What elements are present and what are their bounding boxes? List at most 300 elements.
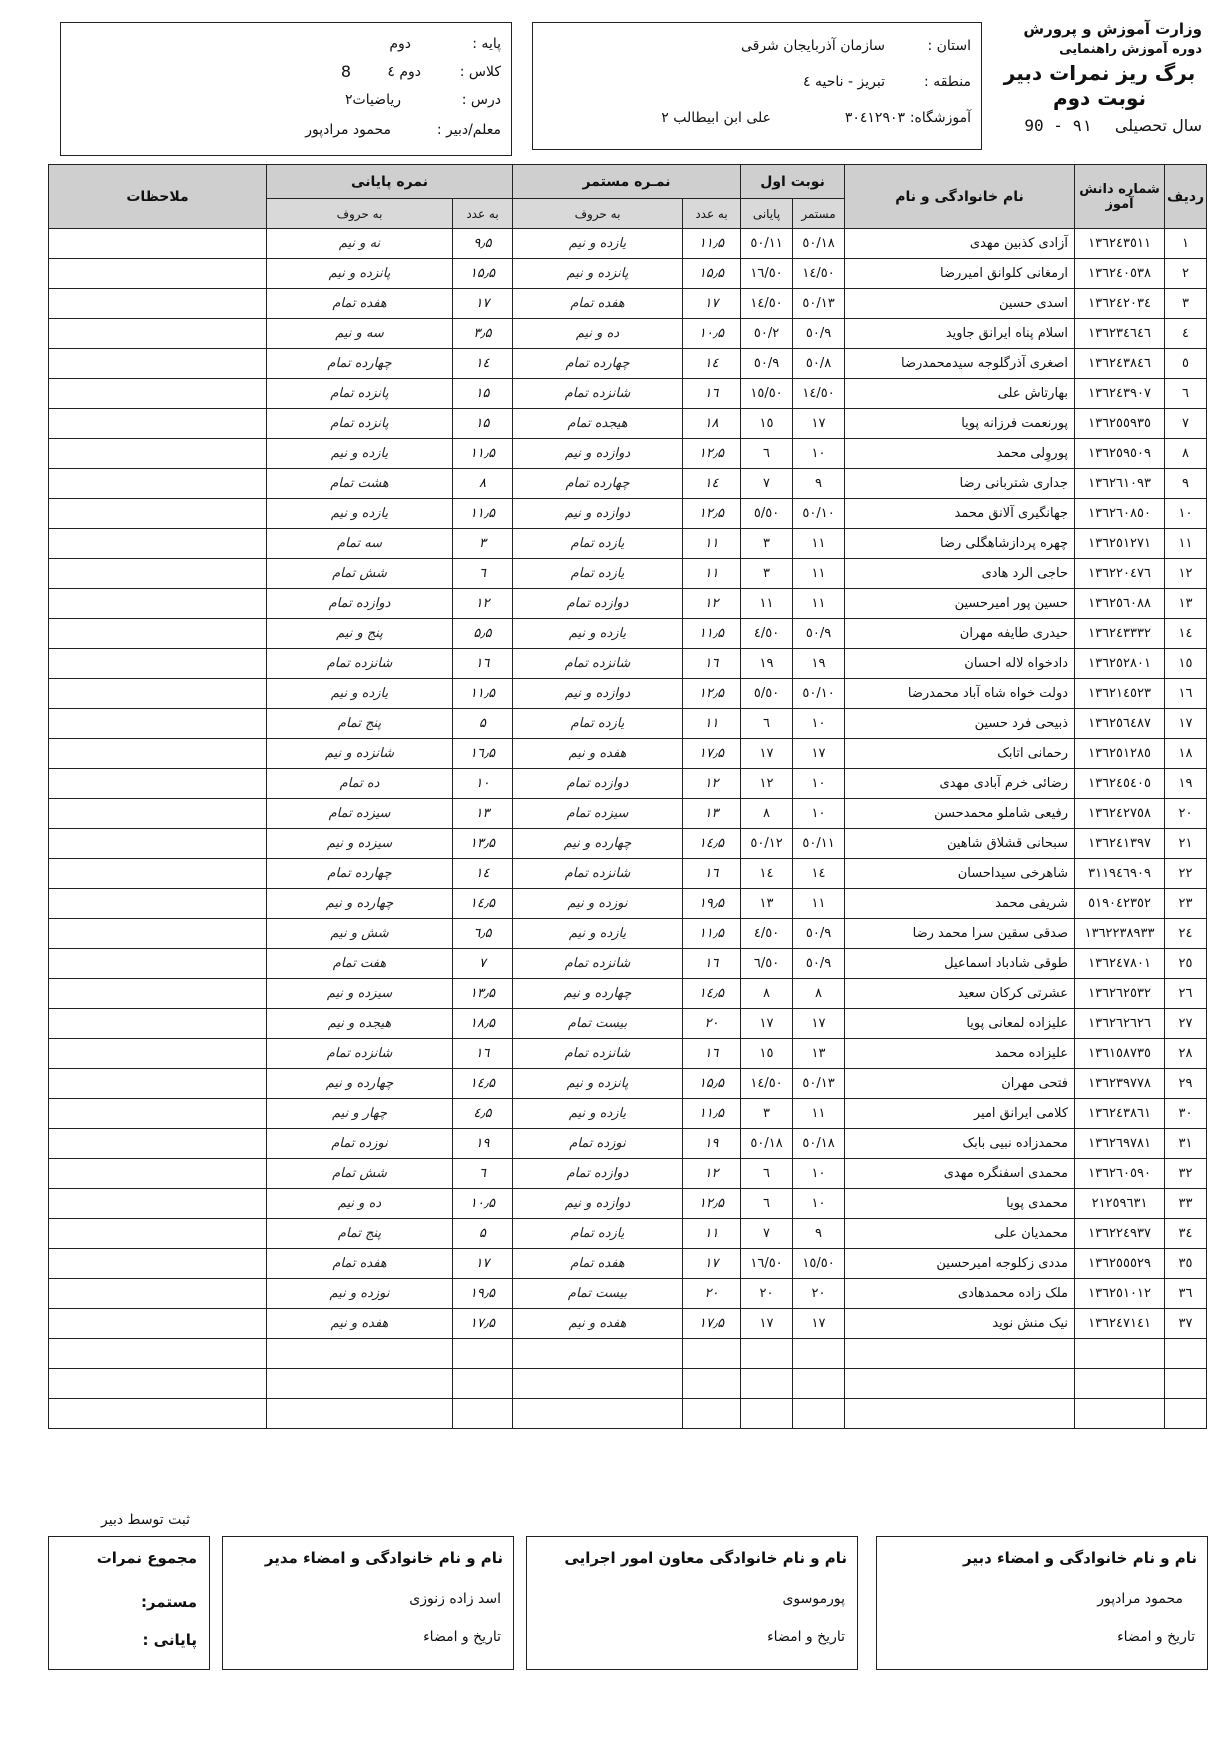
final-grade-number-cell: ۱۱٫۵ xyxy=(453,439,513,469)
empty-cell xyxy=(453,1399,513,1429)
row-number-cell: ۱۹ xyxy=(1165,769,1207,799)
table-row xyxy=(49,1099,1207,1129)
course-label: درس : xyxy=(461,92,501,108)
final-grade-number-cell: ۱٤ xyxy=(453,859,513,889)
first-term-continuous-cell: ۱۹ xyxy=(793,649,845,679)
continuous-grade-words-cell: هفده و نیم xyxy=(513,739,683,769)
first-term-continuous-cell: ۱۸/٥۰ xyxy=(793,229,845,259)
student-id-cell: ۱۳٦۲۱٤٥۲۳ xyxy=(1075,679,1165,709)
student-name-cell: ارمغانی کلوانق امیررضا xyxy=(845,259,1075,289)
continuous-grade-number-cell: ۱٦ xyxy=(683,859,741,889)
final-grade-words-cell: شش و نیم xyxy=(267,919,453,949)
student-id-cell: ۱۳٦۲٥٦٤۸۷ xyxy=(1075,709,1165,739)
final-grade-words-cell: یازده و نیم xyxy=(267,679,453,709)
continuous-grade-number-cell: ۱۱ xyxy=(683,559,741,589)
empty-cell xyxy=(683,1369,741,1399)
final-grade-number-cell: ۱۰ xyxy=(453,769,513,799)
final-grade-words-cell: هفت تمام xyxy=(267,949,453,979)
student-id-cell: ۱۳٦۲٤۷۸۰۱ xyxy=(1075,949,1165,979)
table-row xyxy=(49,829,1207,859)
continuous-grade-number-cell: ۲۰ xyxy=(683,1279,741,1309)
student-name-cell: جهانگیری آلانق محمد xyxy=(845,499,1075,529)
table-row xyxy=(49,229,1207,259)
final-grade-words-cell: نوزده و نیم xyxy=(267,1279,453,1309)
final-grade-words-cell: یازده و نیم xyxy=(267,499,453,529)
continuous-grade-number-cell: ۱٦ xyxy=(683,379,741,409)
student-name-cell: نیک منش نوید xyxy=(845,1309,1075,1339)
notes-cell xyxy=(49,379,267,409)
first-term-final-cell: ۹/٥۰ xyxy=(741,349,793,379)
student-id-cell: ۱۳٦۲٦۱۰۹۳ xyxy=(1075,469,1165,499)
first-term-final-cell: ۱۲/٥۰ xyxy=(741,829,793,859)
principal-box-name: اسد زاده زنوزی xyxy=(409,1591,501,1607)
table-row xyxy=(49,499,1207,529)
empty-cell xyxy=(845,1399,1075,1429)
empty-cell xyxy=(793,1369,845,1399)
final-grade-words-cell: سیزده تمام xyxy=(267,799,453,829)
first-term-continuous-cell: ۱۰ xyxy=(793,1159,845,1189)
table-row xyxy=(49,1039,1207,1069)
first-term-continuous-cell: ۱۳ xyxy=(793,1039,845,1069)
student-id-cell: ۱۳٦۲٤٥٤۰٥ xyxy=(1075,769,1165,799)
first-term-final-cell: ۱۸/٥۰ xyxy=(741,1129,793,1159)
final-grade-number-cell: ۳ xyxy=(453,529,513,559)
first-term-final-cell: ۲۰ xyxy=(741,1279,793,1309)
first-term-final-cell: ٦/٥۰ xyxy=(741,949,793,979)
class-value: دوم ٤ xyxy=(387,64,421,80)
year-value: ۹۱ - 90 xyxy=(1024,116,1092,135)
final-grade-number-cell: ۱۹ xyxy=(453,1129,513,1159)
final-grade-words-cell: پنج تمام xyxy=(267,709,453,739)
first-term-final-cell: ۱٤/٥۰ xyxy=(741,289,793,319)
first-term-continuous-cell: ۱۱ xyxy=(793,559,845,589)
student-id-cell: ۱۳٦۲٤۳۸٦۱ xyxy=(1075,1099,1165,1129)
empty-cell xyxy=(793,1339,845,1369)
continuous-grade-number-cell: ۱۹ xyxy=(683,1129,741,1159)
grade-label: پایه : xyxy=(472,36,501,52)
final-grade-words-cell: سیزده و نیم xyxy=(267,829,453,859)
empty-cell xyxy=(1165,1399,1207,1429)
empty-cell xyxy=(741,1369,793,1399)
table-row xyxy=(49,919,1207,949)
notes-cell xyxy=(49,1279,267,1309)
row-number-cell: ۳۱ xyxy=(1165,1129,1207,1159)
continuous-grade-words-cell: بیست تمام xyxy=(513,1009,683,1039)
grade-value: دوم xyxy=(389,36,411,52)
first-term-final-cell: ۱۷ xyxy=(741,739,793,769)
notes-cell xyxy=(49,499,267,529)
student-id-cell: ۱۳٦۲۲۰٤۷٦ xyxy=(1075,559,1165,589)
final-grade-words-cell: شش تمام xyxy=(267,1159,453,1189)
student-name-cell: آزادی کذبین مهدی xyxy=(845,229,1075,259)
header-first-term-final: پایانی xyxy=(741,199,793,229)
continuous-grade-words-cell: شانزده تمام xyxy=(513,649,683,679)
final-grade-number-cell: ۱۹٫۵ xyxy=(453,1279,513,1309)
student-name-cell: حسین پور امیرحسین xyxy=(845,589,1075,619)
deputy-signature-box xyxy=(526,1536,858,1670)
first-term-continuous-cell: ۹/٥۰ xyxy=(793,319,845,349)
row-number-cell: ٦ xyxy=(1165,379,1207,409)
final-grade-number-cell: ۱۷٫۵ xyxy=(453,1309,513,1339)
continuous-grade-words-cell: دوازده تمام xyxy=(513,1159,683,1189)
empty-table-row xyxy=(49,1339,1207,1369)
final-grade-number-cell: ٦ xyxy=(453,559,513,589)
final-grade-words-cell: پانزده و نیم xyxy=(267,259,453,289)
notes-cell xyxy=(49,529,267,559)
final-grade-words-cell: سه تمام xyxy=(267,529,453,559)
empty-cell xyxy=(267,1369,453,1399)
notes-cell xyxy=(49,1249,267,1279)
continuous-grade-number-cell: ۱۲٫۵ xyxy=(683,499,741,529)
final-grade-number-cell: ۸ xyxy=(453,469,513,499)
first-term-continuous-cell: ۱۰ xyxy=(793,799,845,829)
header-notes: ملاحظات xyxy=(49,165,267,229)
final-grade-words-cell: سه و نیم xyxy=(267,319,453,349)
empty-cell xyxy=(1165,1369,1207,1399)
empty-cell xyxy=(845,1339,1075,1369)
student-id-cell: ۱۳٦۲۳۹۷۷۸ xyxy=(1075,1069,1165,1099)
row-number-cell: ۱٤ xyxy=(1165,619,1207,649)
notes-cell xyxy=(49,769,267,799)
notes-cell xyxy=(49,469,267,499)
notes-cell xyxy=(49,649,267,679)
table-row xyxy=(49,1009,1207,1039)
final-grade-words-cell: چهار و نیم xyxy=(267,1099,453,1129)
class-info-box xyxy=(60,22,512,156)
row-number-cell: ۱۸ xyxy=(1165,739,1207,769)
first-term-final-cell: ۱۷ xyxy=(741,1009,793,1039)
first-term-continuous-cell: ۱۱ xyxy=(793,529,845,559)
student-name-cell: علیزاده لمعانی پویا xyxy=(845,1009,1075,1039)
row-number-cell: ۱۷ xyxy=(1165,709,1207,739)
continuous-grade-words-cell: یازده تمام xyxy=(513,559,683,589)
year-label: سال تحصیلی xyxy=(1114,116,1202,135)
first-term-continuous-cell: ۹/٥۰ xyxy=(793,919,845,949)
final-grade-number-cell: ۷ xyxy=(453,949,513,979)
row-number-cell: ۲ xyxy=(1165,259,1207,289)
first-term-continuous-cell: ۱۳/٥۰ xyxy=(793,289,845,319)
final-grade-number-cell: ۱٦ xyxy=(453,1039,513,1069)
deputy-box-name: پورموسوی xyxy=(782,1591,845,1607)
continuous-grade-number-cell: ۲۰ xyxy=(683,1009,741,1039)
academic-year xyxy=(997,114,1202,138)
student-name-cell: رضائی خرم آبادی مهدی xyxy=(845,769,1075,799)
first-term-final-cell: ۸ xyxy=(741,799,793,829)
student-id-cell: ۱۳٦۲٥٥۹۳٥ xyxy=(1075,409,1165,439)
final-grade-number-cell: ۳٫۵ xyxy=(453,319,513,349)
school-name: علی ابن ابیطالب ۲ xyxy=(661,110,771,126)
student-id-cell: ۱۳٦۲۲۳۸۹۳۳ xyxy=(1075,919,1165,949)
continuous-grade-number-cell: ۱۲ xyxy=(683,769,741,799)
table-row xyxy=(49,319,1207,349)
final-grade-words-cell: پانزده تمام xyxy=(267,379,453,409)
student-name-cell: حاجی الرد هادی xyxy=(845,559,1075,589)
student-name-cell: دولت خواه شاه آباد محمدرضا xyxy=(845,679,1075,709)
student-name-cell: اسلام پناه ایرانق جاوید xyxy=(845,319,1075,349)
student-name-cell: عشرتی کرکان سعید xyxy=(845,979,1075,1009)
first-term-continuous-cell: ۱۷ xyxy=(793,1309,845,1339)
final-grade-words-cell: پانزده تمام xyxy=(267,409,453,439)
first-term-final-cell: ۱۷ xyxy=(741,1309,793,1339)
principal-box-date: تاریخ و امضاء xyxy=(423,1629,501,1645)
final-grade-words-cell: نه و نیم xyxy=(267,229,453,259)
student-id-cell: ۱۳٦۲٥۱۲۷۱ xyxy=(1075,529,1165,559)
header-continuous-grade: نمـره مستمر xyxy=(513,165,741,199)
continuous-grade-number-cell: ۱۹٫۵ xyxy=(683,889,741,919)
final-grade-number-cell: ۱۷ xyxy=(453,289,513,319)
notes-cell xyxy=(49,319,267,349)
continuous-grade-words-cell: یازده و نیم xyxy=(513,1099,683,1129)
first-term-continuous-cell: ۱٤/٥۰ xyxy=(793,259,845,289)
notes-cell xyxy=(49,1309,267,1339)
student-id-cell: ۱۳٦۲٦۰٥۹۰ xyxy=(1075,1159,1165,1189)
deputy-box-date: تاریخ و امضاء xyxy=(767,1629,845,1645)
continuous-grade-words-cell: یازده تمام xyxy=(513,709,683,739)
first-term-final-cell: ۲/٥۰ xyxy=(741,319,793,349)
first-term-final-cell: ۳ xyxy=(741,559,793,589)
empty-cell xyxy=(49,1339,267,1369)
first-term-continuous-cell: ۹ xyxy=(793,469,845,499)
empty-cell xyxy=(513,1399,683,1429)
continuous-grade-number-cell: ۱۸ xyxy=(683,409,741,439)
row-number-cell: ۲٦ xyxy=(1165,979,1207,1009)
continuous-grade-number-cell: ۱٦ xyxy=(683,949,741,979)
final-grade-number-cell: ۱۳ xyxy=(453,799,513,829)
notes-cell xyxy=(49,619,267,649)
final-grade-number-cell: ٦ xyxy=(453,1159,513,1189)
header-name: نام خانوادگی و نام xyxy=(845,165,1075,229)
student-name-cell: سبحانی قشلاق شاهین xyxy=(845,829,1075,859)
grades-body xyxy=(49,229,1207,1429)
row-number-cell: ٥ xyxy=(1165,349,1207,379)
row-number-cell: ۱۲ xyxy=(1165,559,1207,589)
continuous-grade-number-cell: ۱۱ xyxy=(683,529,741,559)
final-grade-number-cell: ۱۳٫۵ xyxy=(453,979,513,1009)
final-grade-number-cell: ۱۰٫۵ xyxy=(453,1189,513,1219)
student-name-cell: اصغری آذرگلوجه سیدمحمدرضا xyxy=(845,349,1075,379)
empty-cell xyxy=(1075,1369,1165,1399)
header-final-grade: نمره پایانی xyxy=(267,165,513,199)
first-term-continuous-cell: ۱۰ xyxy=(793,769,845,799)
student-id-cell: ۱۳٦۲٤۱۳۹۷ xyxy=(1075,829,1165,859)
notes-cell xyxy=(49,859,267,889)
student-name-cell: ذبیحی فرد حسین xyxy=(845,709,1075,739)
student-name-cell: پورنعمت فرزانه پویا xyxy=(845,409,1075,439)
continuous-grade-words-cell: یازده و نیم xyxy=(513,919,683,949)
student-name-cell: شریفی محمد xyxy=(845,889,1075,919)
notes-cell xyxy=(49,1189,267,1219)
first-term-final-cell: ۱۹ xyxy=(741,649,793,679)
first-term-final-cell: ٥/٥۰ xyxy=(741,679,793,709)
empty-cell xyxy=(741,1399,793,1429)
continuous-grade-words-cell: نوزده تمام xyxy=(513,1129,683,1159)
final-grade-number-cell: ۱۲ xyxy=(453,589,513,619)
empty-cell xyxy=(49,1399,267,1429)
continuous-grade-words-cell: بیست تمام xyxy=(513,1279,683,1309)
student-id-cell: ۱۳٦۲٤۰٥۳۸ xyxy=(1075,259,1165,289)
row-number-cell: ۲۸ xyxy=(1165,1039,1207,1069)
first-term-final-cell: ۱٦/٥۰ xyxy=(741,1249,793,1279)
first-term-final-cell: ۱٦/٥۰ xyxy=(741,259,793,289)
student-name-cell: رحمانی اتابک xyxy=(845,739,1075,769)
principal-signature-box xyxy=(222,1536,514,1670)
continuous-grade-words-cell: دوازده و نیم xyxy=(513,1189,683,1219)
final-grade-words-cell: پنج تمام xyxy=(267,1219,453,1249)
first-term-final-cell: ۱۲ xyxy=(741,769,793,799)
final-grade-words-cell: هفده تمام xyxy=(267,289,453,319)
province-value: سازمان آذربایجان شرقی xyxy=(740,38,885,54)
student-id-cell: ٥۱۹۰٤۲۳٥۲ xyxy=(1075,889,1165,919)
notes-cell xyxy=(49,1069,267,1099)
class-number: 8 xyxy=(340,62,351,81)
continuous-grade-words-cell: ده و نیم xyxy=(513,319,683,349)
empty-cell xyxy=(513,1339,683,1369)
continuous-grade-number-cell: ۱٤ xyxy=(683,469,741,499)
notes-cell xyxy=(49,259,267,289)
teacher-value: محمود مرادپور xyxy=(305,122,391,138)
final-grade-number-cell: ۱٤٫۵ xyxy=(453,889,513,919)
table-row xyxy=(49,769,1207,799)
first-term-continuous-cell: ۱۱ xyxy=(793,589,845,619)
first-term-continuous-cell: ۲۰ xyxy=(793,1279,845,1309)
notes-cell xyxy=(49,439,267,469)
empty-cell xyxy=(793,1399,845,1429)
empty-cell xyxy=(267,1339,453,1369)
continuous-grade-words-cell: پانزده و نیم xyxy=(513,259,683,289)
first-term-continuous-cell: ۱۷ xyxy=(793,739,845,769)
continuous-grade-words-cell: دوازده و نیم xyxy=(513,679,683,709)
row-number-cell: ۳۰ xyxy=(1165,1099,1207,1129)
student-id-cell: ۱۳٦۲٥۱۰۱۲ xyxy=(1075,1279,1165,1309)
student-id-cell: ۱۳٦۲٦۰۸٥۰ xyxy=(1075,499,1165,529)
final-grade-words-cell: شش تمام xyxy=(267,559,453,589)
continuous-grade-number-cell: ۱۵٫۵ xyxy=(683,1069,741,1099)
table-row xyxy=(49,379,1207,409)
first-term-final-cell: ۱۱/٥۰ xyxy=(741,229,793,259)
first-term-final-cell: ۱٥ xyxy=(741,1039,793,1069)
first-term-final-cell: ۷ xyxy=(741,1219,793,1249)
header-final-number: به عدد xyxy=(453,199,513,229)
final-grade-words-cell: سیزده و نیم xyxy=(267,979,453,1009)
continuous-grade-number-cell: ۱۵٫۵ xyxy=(683,259,741,289)
empty-cell xyxy=(741,1339,793,1369)
table-row xyxy=(49,1069,1207,1099)
student-id-cell: ۱۳٦۲٥٥٥۲۹ xyxy=(1075,1249,1165,1279)
notes-cell xyxy=(49,349,267,379)
header-title-block xyxy=(997,18,1202,138)
table-row xyxy=(49,1249,1207,1279)
continuous-grade-words-cell: پانزده و نیم xyxy=(513,1069,683,1099)
continuous-grade-number-cell: ۱۲ xyxy=(683,589,741,619)
continuous-grade-number-cell: ۱۱٫۵ xyxy=(683,619,741,649)
student-name-cell: علیزاده محمد xyxy=(845,1039,1075,1069)
continuous-grade-number-cell: ۱۱٫۵ xyxy=(683,919,741,949)
row-number-cell: ۱٥ xyxy=(1165,649,1207,679)
row-number-cell: ۹ xyxy=(1165,469,1207,499)
continuous-grade-words-cell: یازده تمام xyxy=(513,1219,683,1249)
notes-cell xyxy=(49,1219,267,1249)
row-number-cell: ۲۲ xyxy=(1165,859,1207,889)
student-id-cell: ۱۳٦۲٤۲۰۳٤ xyxy=(1075,289,1165,319)
table-row xyxy=(49,589,1207,619)
final-grade-words-cell: چهارده و نیم xyxy=(267,889,453,919)
continuous-grade-number-cell: ۱۷٫۵ xyxy=(683,1309,741,1339)
notes-cell xyxy=(49,799,267,829)
header-cont-words: به حروف xyxy=(513,199,683,229)
final-grade-number-cell: ۱۵٫۵ xyxy=(453,259,513,289)
first-term-continuous-cell: ۸ xyxy=(793,979,845,1009)
continuous-grade-words-cell: دوازده تمام xyxy=(513,589,683,619)
final-grade-number-cell: ۱۵ xyxy=(453,379,513,409)
final-grade-number-cell: ۱٦٫۵ xyxy=(453,739,513,769)
first-term-final-cell: ۸ xyxy=(741,979,793,1009)
empty-cell xyxy=(49,1369,267,1399)
table-row xyxy=(49,949,1207,979)
continuous-grade-number-cell: ۱۰٫۵ xyxy=(683,319,741,349)
term-title: نوبت دوم xyxy=(1052,86,1147,110)
continuous-grade-number-cell: ۱٤ xyxy=(683,349,741,379)
empty-table-row xyxy=(49,1399,1207,1429)
teacher-signature-box xyxy=(876,1536,1208,1670)
principal-box-title: نام و نام خانوادگی و امضاء مدیر xyxy=(264,1549,503,1567)
empty-cell xyxy=(1165,1339,1207,1369)
header-final-words: به حروف xyxy=(267,199,453,229)
region-label: منطقه : xyxy=(924,74,971,90)
empty-table-row xyxy=(49,1369,1207,1399)
student-id-cell: ۳۱۱۹٤٦۹۰۹ xyxy=(1075,859,1165,889)
final-grade-number-cell: ۱۳٫۵ xyxy=(453,829,513,859)
registered-note: ثبت توسط دبیر xyxy=(101,1512,190,1528)
final-grade-words-cell: ده تمام xyxy=(267,769,453,799)
deputy-box-title: نام و نام خانوادگی معاون امور اجرایی xyxy=(564,1549,847,1567)
first-term-continuous-cell: ۱۰ xyxy=(793,1189,845,1219)
table-row xyxy=(49,1279,1207,1309)
table-row xyxy=(49,439,1207,469)
first-term-continuous-cell: ۱۰ xyxy=(793,709,845,739)
continuous-grade-number-cell: ۱۱٫۵ xyxy=(683,229,741,259)
table-row xyxy=(49,859,1207,889)
student-id-cell: ۱۳٦۲۳٤٦٤٦ xyxy=(1075,319,1165,349)
continuous-grade-number-cell: ۱۱ xyxy=(683,1219,741,1249)
row-number-cell: ۲٤ xyxy=(1165,919,1207,949)
student-name-cell: شاهرخی سیداحسان xyxy=(845,859,1075,889)
student-name-cell: محمدیان علی xyxy=(845,1219,1075,1249)
row-number-cell: ۱۳ xyxy=(1165,589,1207,619)
notes-cell xyxy=(49,1039,267,1069)
location-box xyxy=(532,22,982,150)
row-number-cell: ۳ xyxy=(1165,289,1207,319)
first-term-continuous-cell: ۱۱ xyxy=(793,1099,845,1129)
continuous-grade-words-cell: هیجده تمام xyxy=(513,409,683,439)
first-term-final-cell: ۱٤/٥۰ xyxy=(741,1069,793,1099)
notes-cell xyxy=(49,409,267,439)
row-number-cell: ۱۰ xyxy=(1165,499,1207,529)
final-grade-words-cell: ده و نیم xyxy=(267,1189,453,1219)
student-id-cell: ۱۳٦۱٥۸۷۳٥ xyxy=(1075,1039,1165,1069)
student-id-cell: ۱۳٦۲٤۳۹۰۷ xyxy=(1075,379,1165,409)
first-term-continuous-cell: ۱۱/٥۰ xyxy=(793,829,845,859)
table-row xyxy=(49,559,1207,589)
continuous-grade-words-cell: دوازده تمام xyxy=(513,769,683,799)
table-row xyxy=(49,1129,1207,1159)
student-id-cell: ۱۳٦۲٦۹۷۸۱ xyxy=(1075,1129,1165,1159)
table-row xyxy=(49,679,1207,709)
class-label: کلاس : xyxy=(459,64,501,80)
notes-cell xyxy=(49,679,267,709)
notes-cell xyxy=(49,559,267,589)
continuous-grade-words-cell: چهارده تمام xyxy=(513,469,683,499)
notes-cell xyxy=(49,289,267,319)
